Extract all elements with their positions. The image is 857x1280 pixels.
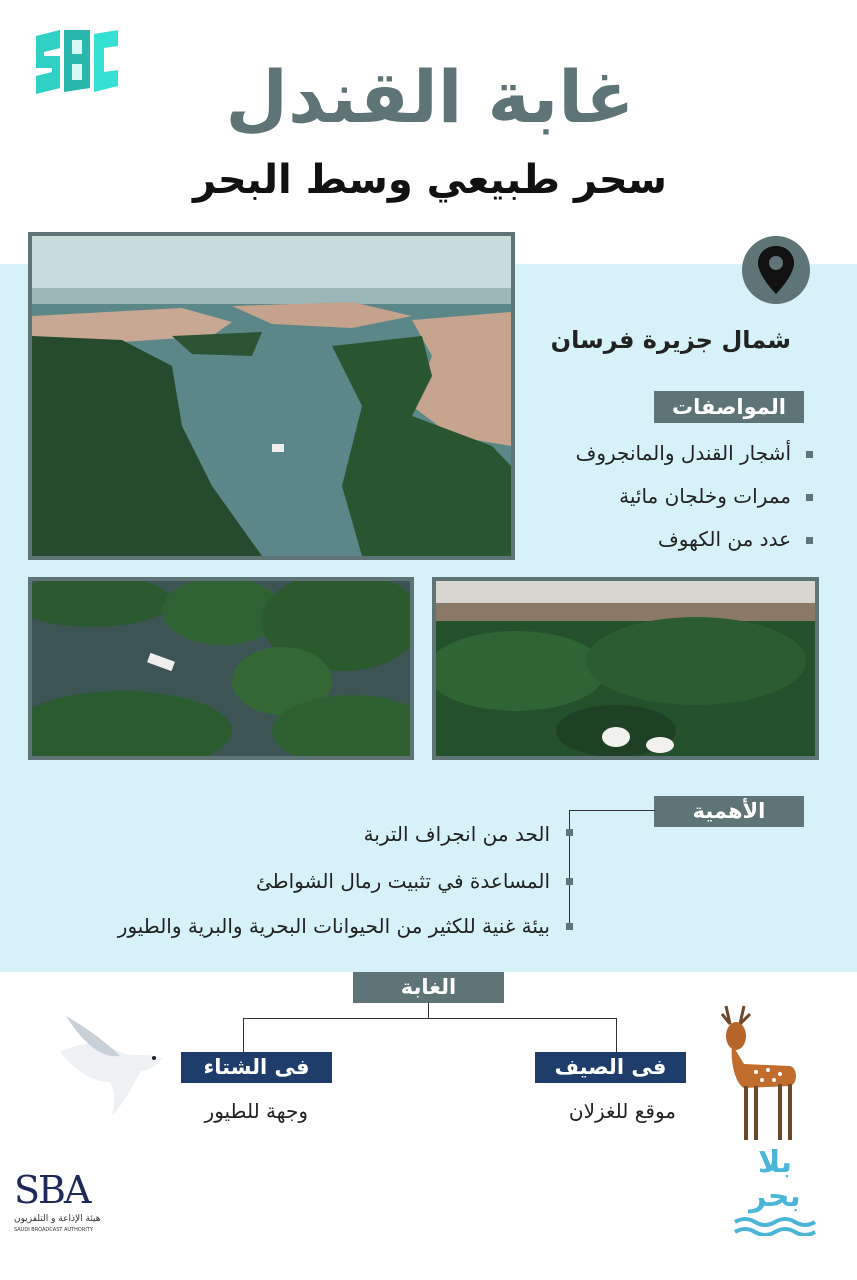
importance-item: الحد من انجراف التربة	[363, 822, 550, 846]
pelicans-photo	[432, 577, 819, 760]
sba-logo	[14, 1168, 124, 1248]
forest-connector-right	[616, 1018, 617, 1052]
bahr-logo	[730, 1146, 820, 1246]
location-pin-badge	[742, 236, 810, 304]
importance-heading: الأهمية	[654, 796, 804, 827]
spec-bullet	[806, 451, 813, 458]
sba-logo-arabic: هيئة الإذاعة و التلفزيون	[14, 1214, 101, 1224]
sba-logo-main: SBA	[14, 1168, 90, 1212]
sba-logo-english: SAUDI BROADCAST AUTHORITY	[14, 1227, 93, 1233]
location-text: شمال جزيرة فرسان	[550, 326, 791, 354]
summer-text: موقع للغزلان	[568, 1099, 676, 1123]
map-pin-icon	[742, 236, 810, 304]
forest-heading: الغابة	[353, 972, 504, 1003]
wave-icon	[733, 1214, 817, 1236]
importance-connector-h	[569, 810, 655, 811]
dove-icon	[50, 1012, 170, 1122]
main-aerial-photo	[28, 232, 515, 560]
importance-item: المساعدة في تثبيت رمال الشواطئ	[256, 869, 550, 893]
forest-connector-h	[243, 1018, 617, 1019]
importance-bullet	[566, 923, 573, 930]
summer-label: فى الصيف	[535, 1052, 686, 1083]
spec-bullet	[806, 537, 813, 544]
importance-bullet	[566, 878, 573, 885]
specs-heading: المواصفات	[654, 391, 804, 423]
spec-item: عدد من الكهوف	[658, 527, 791, 551]
winter-text: وجهة للطيور	[204, 1099, 308, 1123]
importance-item: بيئة غنية للكثير من الحيوانات البحرية والبرية والطيور	[117, 914, 550, 938]
forest-connector-left	[243, 1018, 244, 1052]
winter-label: فى الشتاء	[181, 1052, 332, 1083]
spec-bullet	[806, 494, 813, 501]
deer-icon	[704, 1004, 804, 1142]
spec-item: أشجار القندل والمانجروف	[575, 441, 791, 465]
spec-item: ممرات وخلجان مائية	[619, 484, 791, 508]
bahr-logo-line2: بحر	[749, 1179, 801, 1214]
page-title: غابة القندل	[225, 55, 635, 139]
boat-channel-photo	[28, 577, 414, 760]
importance-bullet	[566, 829, 573, 836]
bahr-logo-line1: بلا	[757, 1145, 793, 1180]
page-subtitle: سحر طبيعي وسط البحر	[192, 157, 667, 203]
sbc-logo	[30, 26, 122, 98]
importance-connector-v	[569, 810, 570, 928]
forest-connector-v	[428, 1003, 429, 1019]
